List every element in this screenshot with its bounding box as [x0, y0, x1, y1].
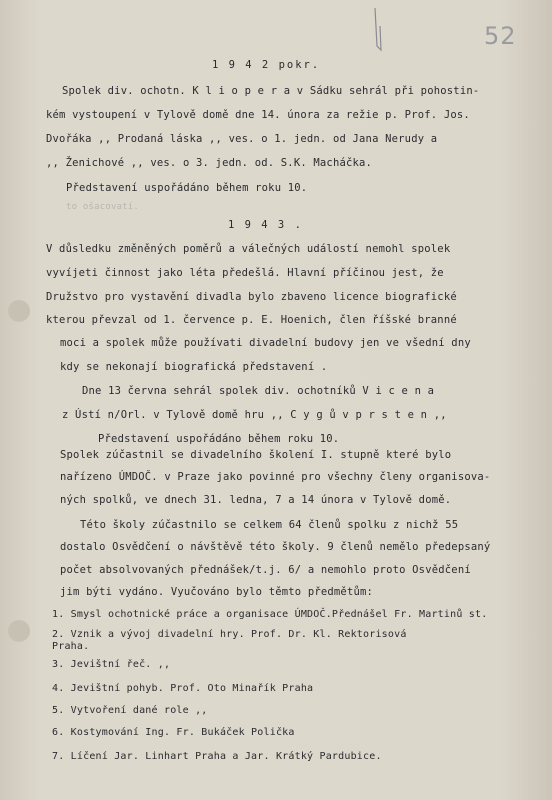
heading-1943: 1 9 4 3 . — [228, 219, 303, 231]
subject-item: 1. Smysl ochotnické práce a organisace ÚMDOČ.Přednášel Fr. Martinů st. — [52, 609, 488, 620]
text-line: Družstvo pro vystavění divadla bylo zbaveno licence biografické — [46, 291, 457, 303]
text-line: ,, Ženichové ,, ves. o 3. jedn. od. S.K. Macháčka. — [46, 157, 373, 169]
text-line: kém vystoupení v Tylově domě dne 14. února za režie p. Prof. Jos. — [46, 109, 470, 121]
page-number: 52 — [484, 22, 517, 50]
punch-hole — [8, 300, 30, 322]
text-line: dostalo Osvědčení o návštěvě této školy. 9 členů nemělo předepsaný — [60, 541, 491, 553]
text-line: Spolek div. ochotn. K l i o p e r a v Sádku sehrál při pohostin- — [62, 85, 480, 97]
text-line: Této školy zúčastnilo se celkem 64 členů spolku z nichž 55 — [80, 519, 459, 531]
text-line: Představení uspořádáno během roku 10. — [66, 182, 308, 194]
text-line: ných spolků, ve dnech 31. ledna, 7 a 14 února v Tylově domě. — [60, 494, 452, 506]
subject-item: Praha. — [52, 641, 90, 652]
pencil-mark-icon — [372, 6, 384, 62]
struck-text: to ošacovatí. — [66, 202, 140, 212]
subject-item: 2. Vznik a vývoj divadelní hry. Prof. Dr. Kl. Rektorisová — [52, 629, 407, 640]
text-line: Představení uspořádáno během roku 10. — [98, 433, 340, 445]
subject-item: 4. Jevištní pohyb. Prof. Oto Minařík Praha — [52, 683, 314, 694]
subject-item: 3. Jevištní řeč. ,, — [52, 659, 171, 670]
heading-1942: 1 9 4 2 pokr. — [212, 59, 321, 71]
text-line: Dvořáka ,, Prodaná láska ,, ves. o 1. jedn. od Jana Nerudy a — [46, 133, 438, 145]
subject-item: 5. Vytvoření dané role ,, — [52, 705, 208, 716]
subject-item: 6. Kostymování Ing. Fr. Bukáček Polička — [52, 727, 295, 738]
text-line: kterou převzal od 1. července p. E. Hoenich, člen říšské branné — [46, 314, 457, 326]
subject-item: 7. Líčení Jar. Linhart Praha a Jar. Krátký Pardubice. — [52, 751, 382, 762]
text-line: z Ústí n/Orl. v Tylově domě hru ,, C y g ů v p r s t e n ,, — [62, 409, 447, 421]
text-line: V důsledku změněných poměrů a válečných událostí nemohl spolek — [46, 243, 451, 255]
text-line: Spolek zúčastnil se divadelního školení I. stupně které bylo — [60, 449, 452, 461]
text-line: vyvíjeti činnost jako léta předešlá. Hlavní příčinou jest, že — [46, 267, 444, 279]
punch-hole — [8, 620, 30, 642]
text-line: moci a spolek může používati divadelní budovy jen ve všední dny — [60, 337, 471, 349]
text-line: Dne 13 června sehrál spolek div. ochotníků V i c e n a — [82, 385, 435, 397]
text-line: nařízeno ÚMDOČ. v Praze jako povinné pro všechny členy organisova- — [60, 471, 491, 483]
text-line: kdy se nekonají biografická představení . — [60, 361, 328, 373]
text-line: jim býti vydáno. Vyučováno bylo těmto předmětům: — [60, 586, 374, 598]
text-line: počet absolvovaných přednášek/t.j. 6/ a nemohlo proto Osvědčení — [60, 564, 471, 576]
